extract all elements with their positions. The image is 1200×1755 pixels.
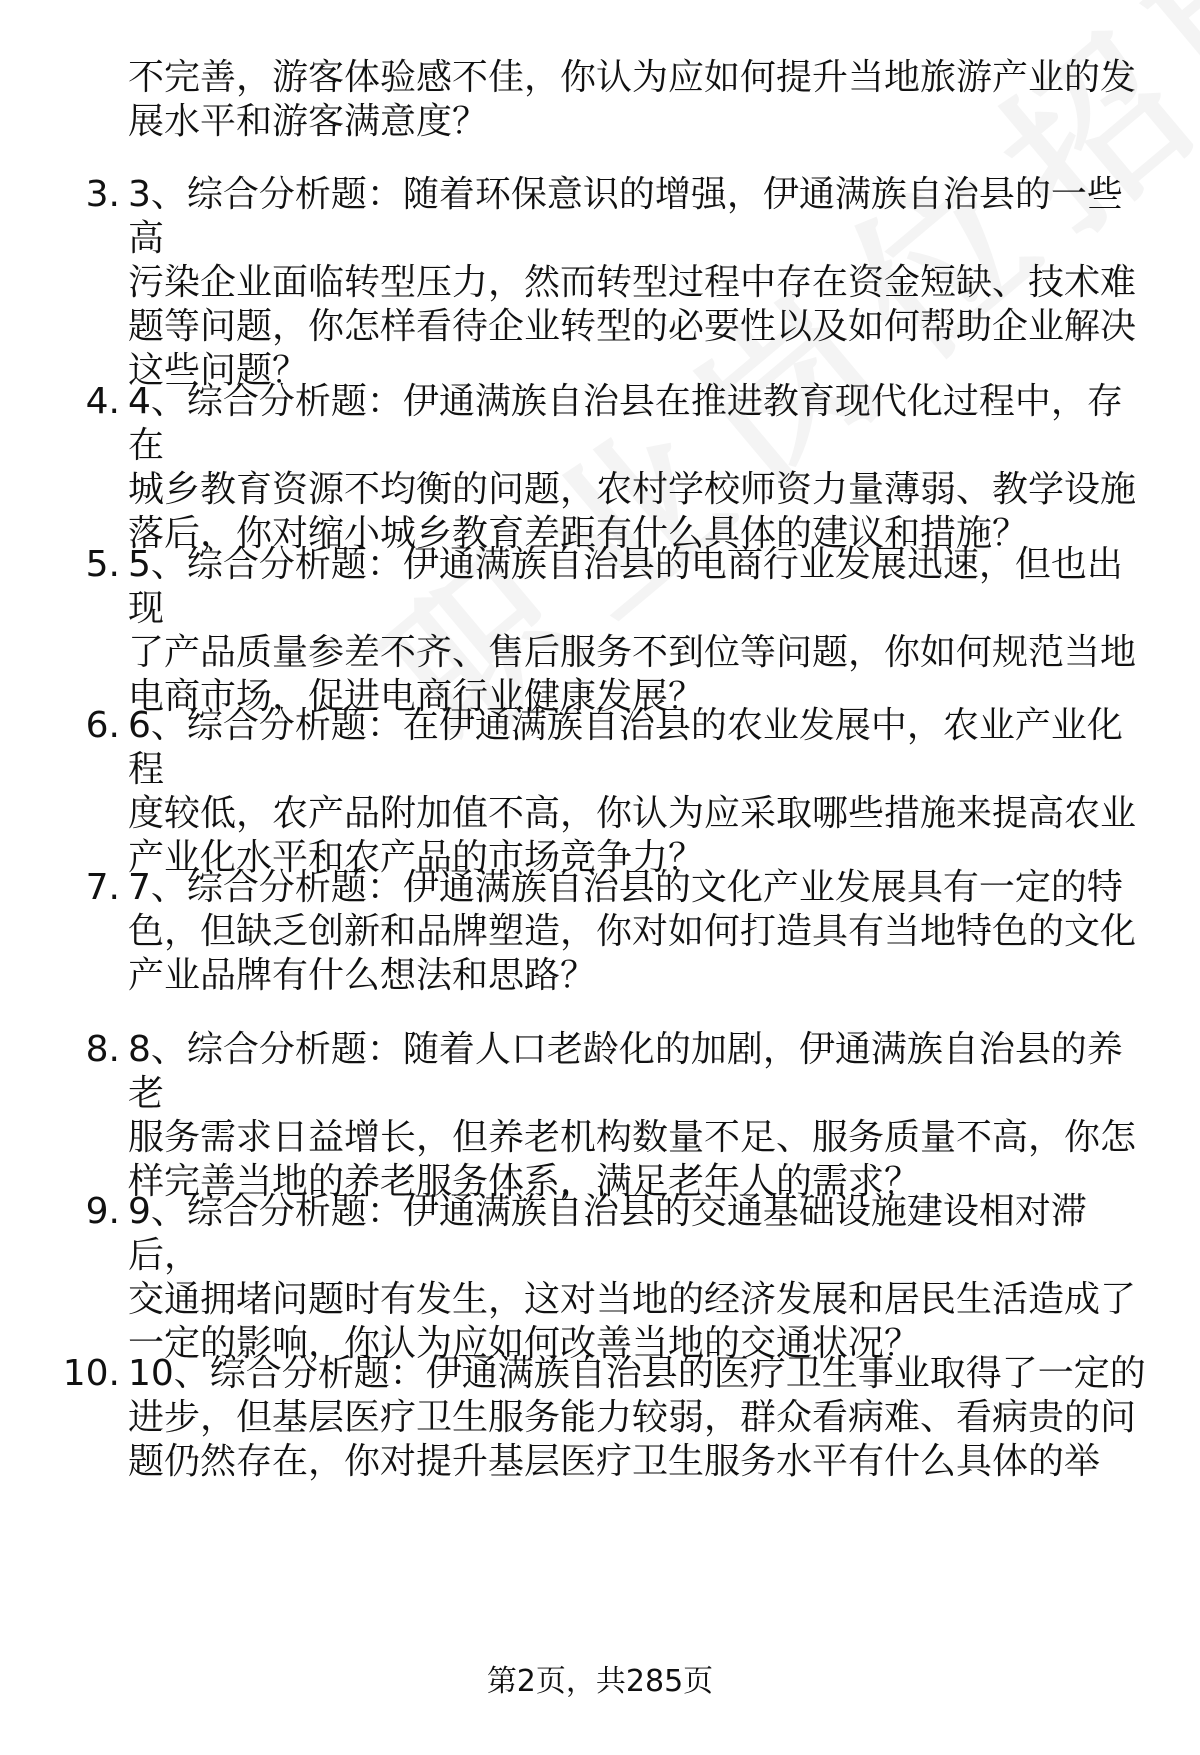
text-line: 题等问题，你怎样看待企业转型的必要性以及如何帮助企业解决 <box>128 306 1137 347</box>
text-line: 度较低，农产品附加值不高，你认为应采取哪些措施来提高农业 <box>128 793 1137 834</box>
text-line: 色，但缺乏创新和品牌塑造，你对如何打造具有当地特色的文化 <box>128 911 1137 952</box>
text-line: 7、综合分析题：伊通满族自治县的文化产业发展具有一定的特 <box>128 867 1123 908</box>
text-line: 城乡教育资源不均衡的问题，农村学校师资力量薄弱、教学设施 <box>128 469 1137 510</box>
question-text <box>128 380 1158 556</box>
text-line: 样完善当地的养老服务体系，满足老年人的需求？ <box>128 1161 921 1202</box>
text-line: 10、综合分析题：伊通满族自治县的医疗卫生事业取得了一定的 <box>128 1353 1146 1394</box>
question-text <box>128 866 1158 998</box>
list-number: 10. <box>62 1353 120 1394</box>
list-number: 7. <box>85 867 120 908</box>
text-line: 3、综合分析题：随着环保意识的增强，伊通满族自治县的一些高 <box>128 174 1123 259</box>
text-line: 交通拥堵问题时有发生，这对当地的经济发展和居民生活造成了 <box>128 1279 1137 1320</box>
question-text <box>128 1352 1158 1484</box>
text-line: 题仍然存在，你对提升基层医疗卫生服务水平有什么具体的举 <box>128 1441 1101 1482</box>
text-line: 进步，但基层医疗卫生服务能力较弱，群众看病难、看病贵的问 <box>128 1397 1137 1438</box>
question-text <box>128 173 1158 393</box>
list-number: 8. <box>85 1029 120 1070</box>
text-line: 产业化水平和农产品的市场竞争力？ <box>128 837 705 878</box>
continuation-paragraph <box>128 56 1158 144</box>
list-number: 5. <box>85 544 120 585</box>
text-line: 展水平和游客满意度？ <box>128 101 489 142</box>
text-line: 服务需求日益增长，但养老机构数量不足、服务质量不高，你怎 <box>128 1117 1137 1158</box>
text-line: 9、综合分析题：伊通满族自治县的交通基础设施建设相对滞后， <box>128 1191 1087 1276</box>
text-line: 8、综合分析题：随着人口老龄化的加剧，伊通满族自治县的养老 <box>128 1029 1123 1114</box>
text-line: 4、综合分析题：伊通满族自治县在推进教育现代化过程中，存在 <box>128 381 1123 466</box>
question-text <box>128 1028 1158 1204</box>
text-line: 污染企业面临转型压力，然而转型过程中存在资金短缺、技术难 <box>128 262 1137 303</box>
list-number: 4. <box>85 381 120 422</box>
text-line: 电商市场，促进电商行业健康发展？ <box>128 676 705 717</box>
page-number: 第2页，共285页 <box>486 1664 714 1699</box>
text-line: 一定的影响，你认为应如何改善当地的交通状况？ <box>128 1323 921 1364</box>
question-text <box>128 1190 1158 1366</box>
text-line: 不完善，游客体验感不佳，你认为应如何提升当地旅游产业的发 <box>128 57 1137 98</box>
list-number: 9. <box>85 1191 120 1232</box>
question-text <box>128 543 1158 719</box>
text-line: 了产品质量参差不齐、售后服务不到位等问题，你如何规范当地 <box>128 632 1137 673</box>
text-line: 5、综合分析题：伊通满族自治县的电商行业发展迅速，但也出现 <box>128 544 1123 629</box>
text-line: 落后，你对缩小城乡教育差距有什么具体的建议和措施？ <box>128 513 1029 554</box>
question-text <box>128 704 1158 880</box>
text-line: 这些问题？ <box>128 350 309 391</box>
text-line: 6、综合分析题：在伊通满族自治县的农业发展中，农业产业化程 <box>128 705 1123 790</box>
list-number: 3. <box>85 174 120 215</box>
list-number: 6. <box>85 705 120 746</box>
text-line: 产业品牌有什么想法和思路？ <box>128 955 597 996</box>
